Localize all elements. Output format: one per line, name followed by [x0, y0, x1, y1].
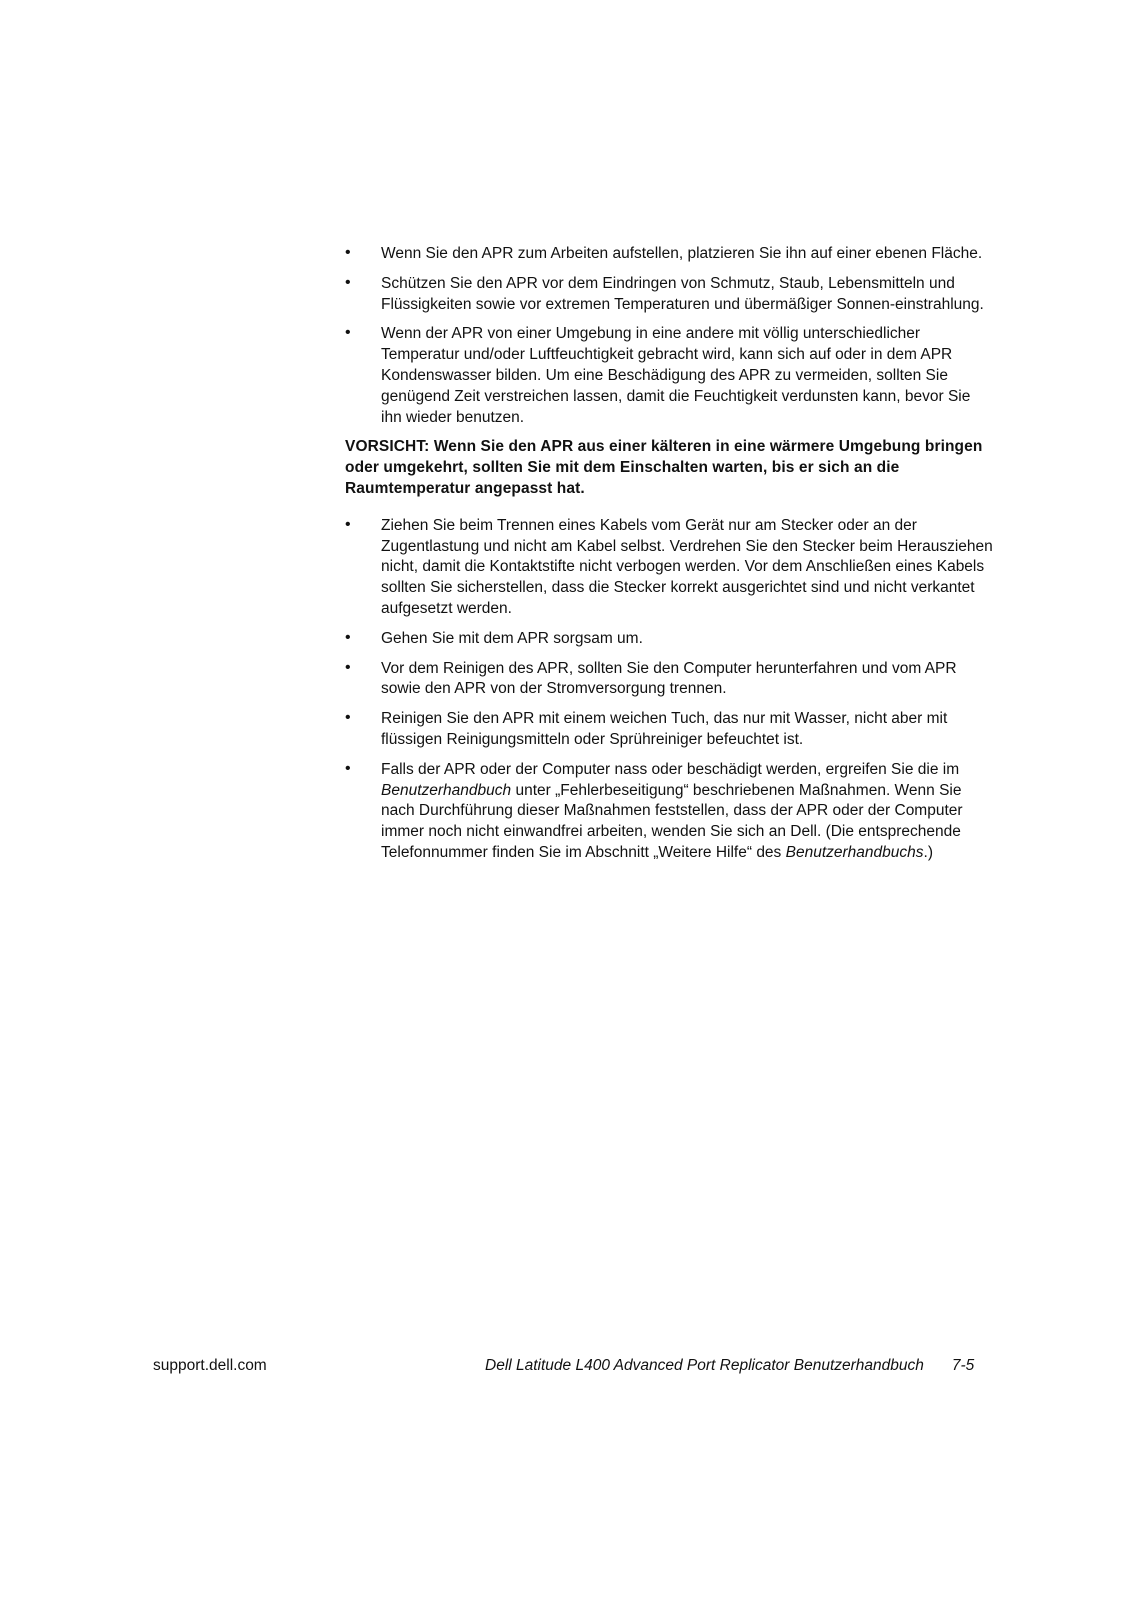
page-content — [345, 244, 995, 873]
footer-title — [485, 1357, 974, 1375]
list-item — [345, 244, 995, 265]
list-item-text: Ziehen Sie beim Trennen eines Kabels vom Gerät nur am Stecker oder an der Zugentlastung und nicht am Kabel selbst. Verdrehen Sie den Stecker beim Herausziehen nicht, damit die Kontaktstifte nicht verbogen werden. Vor dem Anschließen eines Kabels sollten Sie sicherstellen, dass die Stecker korrekt ausgerichtet sind und nicht verkantet aufgesetzt werden. — [381, 516, 993, 617]
list-item — [345, 516, 995, 620]
list-item-text-part: unter „Fehlerbeseitigung“ beschriebenen Maßnahmen. Wenn Sie nach Durchführung dieser Maßnahmen feststellen, dass der APR oder der Computer immer noch nicht einwandfrei arbeiten, wenden Sie sich an Dell. (Die entsprechende Telefonnummer finden Sie im Abschnitt „Weitere Hilfe“ des — [381, 781, 963, 861]
bullet-icon: • — [345, 244, 351, 261]
manual-reference: Benutzerhandbuchs — [785, 843, 924, 861]
list-item-text — [381, 761, 963, 861]
list-item-text: Wenn Sie den APR zum Arbeiten aufstellen, platzieren Sie ihn auf einer ebenen Fläche. — [381, 245, 983, 262]
list-item-text: Schützen Sie den APR vor dem Eindringen von Schmutz, Staub, Lebensmitteln und Flüssigkeiten sowie vor extremen Temperaturen und übermäßiger Sonnen-einstrahlung. — [381, 274, 984, 313]
footer-manual-title: Dell Latitude L400 Advanced Port Replicator Benutzerhandbuch — [485, 1357, 924, 1374]
bullet-icon: • — [345, 273, 351, 291]
list-item-text: Reinigen Sie den APR mit einem weichen Tuch, das nur mit Wasser, nicht aber mit flüssigen Reinigungsmitteln oder Sprühreiniger befeuchtet ist. — [381, 710, 948, 748]
page-number: 7-5 — [951, 1357, 975, 1374]
list-item — [345, 274, 995, 316]
bullet-icon: • — [345, 324, 351, 342]
caution-note: VORSICHT: Wenn Sie den APR aus einer kälteren in eine wärmere Umgebung bringen oder umgekehrt, sollten Sie mit dem Einschalten warten, bis er sich an die Raumtemperatur angepasst hat. — [345, 438, 983, 497]
list-item — [345, 629, 995, 650]
list-item-text-part: Falls der APR oder der Computer nass oder beschädigt werden, ergreifen Sie die im — [381, 760, 960, 778]
list-item-text: Gehen Sie mit dem APR sorgsam um. — [381, 629, 643, 647]
footer-url: support.dell.com — [153, 1357, 267, 1374]
list-item-text-part: .) — [923, 843, 933, 861]
list-item — [345, 324, 995, 428]
list-item — [345, 760, 995, 864]
bullet-icon: • — [345, 759, 351, 777]
bullet-icon: • — [345, 515, 351, 533]
bullet-icon: • — [345, 628, 351, 646]
bullet-list-1 — [345, 244, 995, 428]
bullet-list-2 — [345, 516, 995, 864]
bullet-icon: • — [345, 658, 351, 676]
list-item — [345, 659, 995, 701]
manual-reference: Benutzerhandbuch — [381, 781, 512, 799]
list-item-text: Wenn der APR von einer Umgebung in eine andere mit völlig unterschiedlicher Temperatur und/oder Luftfeuchtigkeit gebracht wird, kann sich auf oder in dem APR Kondenswasser bilden. Um eine Beschädigung des APR zu vermeiden, sollten Sie genügend Zeit verstreichen lassen, damit die Feuchtigkeit verdunsten kann, bevor Sie ihn wieder benutzen. — [381, 325, 971, 426]
bullet-icon: • — [345, 709, 351, 727]
list-item-text: Vor dem Reinigen des APR, sollten Sie den Computer herunterfahren und vom APR sowie den APR von der Stromversorgung trennen. — [381, 659, 957, 698]
list-item — [345, 709, 995, 751]
